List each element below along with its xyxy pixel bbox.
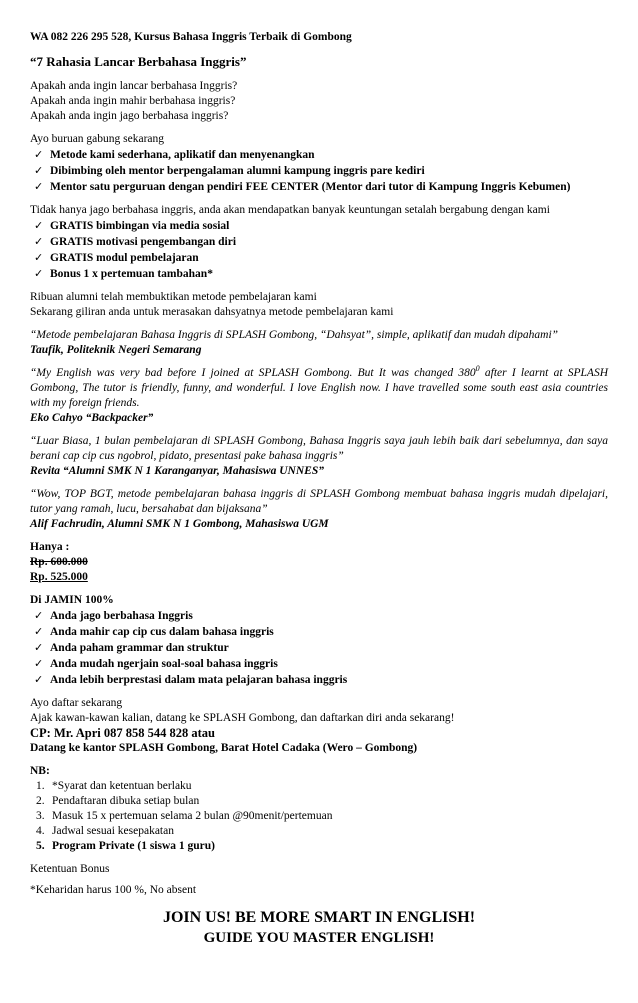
- list-item: ✓ Anda mahir cap cip cus dalam bahasa inggris: [34, 625, 274, 638]
- checkmark-icon: ✓: [34, 267, 44, 280]
- testimonial-quote: “Metode pembelajaran Bahasa Inggris di SPLASH Gombong, “Dahsyat”, simple, aplikatif dan mudah dipahami”: [30, 329, 559, 341]
- alumni-line: Sekarang giliran anda untuk merasakan dahsyatnya metode pembelajaran kami: [30, 306, 394, 318]
- benefits-list: [30, 218, 608, 282]
- guarantee-title: Di JAMIN 100%: [30, 594, 114, 606]
- list-item: ✓ Anda mudah ngerjain soal-soal bahasa inggris: [34, 657, 278, 670]
- checkmark-icon: ✓: [34, 609, 44, 622]
- header-contact: WA 082 226 295 528, Kursus Bahasa Inggris Terbaik di Gombong: [30, 31, 352, 43]
- nb-list: [30, 779, 608, 854]
- checkmark-icon: ✓: [34, 251, 44, 264]
- testimonial-quote: “Wow, TOP BGT, metode pembelajaran bahasa inggris di SPLASH Gombong membuat bahasa inggris mudah dipelajari, tutor yang ramah, lucu, bersahabat dan bijaksana”: [30, 488, 608, 515]
- old-price: Rp. 600.000: [30, 556, 88, 568]
- list-item: ✓ Mentor satu perguruan dengan pendiri FEE CENTER (Mentor dari tutor di Kampung Inggris Kebumen): [34, 180, 571, 193]
- guarantee-list: [30, 608, 608, 688]
- list-item: ✓ Dibimbing oleh mentor berpengalaman alumni kampung inggris pare kediri: [34, 164, 425, 177]
- nb-title: NB:: [30, 765, 50, 777]
- price-block: [30, 540, 608, 585]
- questions-block: [30, 79, 608, 124]
- list-item: ✓ Metode kami sederhana, aplikatif dan menyenangkan: [34, 148, 315, 161]
- join-intro: Ayo buruan gabung sekarang: [30, 133, 165, 145]
- list-item: ✓ Bonus 1 x pertemuan tambahan*: [34, 267, 213, 280]
- testimonial-author: Revita “Alumni SMK N 1 Karanganyar, Mahasiswa UNNES”: [30, 465, 324, 477]
- contact-person: CP: Mr. Apri 087 858 544 828 atau: [30, 726, 215, 740]
- checkmark-icon: ✓: [34, 164, 44, 177]
- testimonial-author: Eko Cahyo “Backpacker”: [30, 412, 154, 424]
- checkmark-icon: ✓: [34, 673, 44, 686]
- list-item: ✓ Anda paham grammar dan struktur: [34, 641, 229, 654]
- checkmark-icon: ✓: [34, 625, 44, 638]
- question-line: Apakah anda ingin lancar berbahasa Inggris?: [30, 80, 238, 92]
- question-line: Apakah anda ingin mahir berbahasa inggris?: [30, 95, 236, 107]
- list-item: 4. Jadwal sesuai kesepakatan: [36, 825, 174, 837]
- bonus-title: Ketentuan Bonus: [30, 863, 110, 875]
- office-location: Datang ke kantor SPLASH Gombong, Barat Hotel Cadaka (Wero – Gombong): [30, 742, 418, 754]
- testimonial-author: Alif Fachrudin, Alumni SMK N 1 Gombong, Mahasiswa UGM: [30, 518, 329, 530]
- list-item: ✓ GRATIS modul pembelajaran: [34, 251, 199, 264]
- footer-slogan: JOIN US! BE MORE SMART IN ENGLISH!: [162, 909, 476, 926]
- checkmark-icon: ✓: [34, 657, 44, 670]
- join-list: [30, 147, 608, 195]
- benefits-intro: Tidak hanya jago berbahasa inggris, anda akan mendapatkan banyak keuntungan setalah bergabung dengan kami: [30, 204, 550, 216]
- checkmark-icon: ✓: [34, 148, 44, 161]
- checkmark-icon: ✓: [34, 235, 44, 248]
- testimonial: [30, 487, 608, 532]
- testimonial: [30, 366, 608, 426]
- list-item: ✓ GRATIS bimbingan via media sosial: [34, 219, 230, 232]
- list-item: 1. *Syarat dan ketentuan berlaku: [36, 780, 192, 792]
- list-item: ✓ GRATIS motivasi pengembangan diri: [34, 235, 237, 248]
- register-block: [30, 696, 608, 756]
- testimonial: [30, 328, 608, 358]
- register-line: Ayo daftar sekarang: [30, 697, 123, 709]
- price-label: Hanya :: [30, 541, 70, 553]
- document-title: “7 Rahasia Lancar Berbahasa Inggris”: [30, 54, 247, 69]
- register-line: Ajak kawan-kawan kalian, datang ke SPLASH Gombong, dan daftarkan diri anda sekarang!: [30, 712, 455, 724]
- checkmark-icon: ✓: [34, 641, 44, 654]
- list-item: 2. Pendaftaran dibuka setiap bulan: [36, 795, 200, 807]
- list-item: 5. Program Private (1 siswa 1 guru): [36, 840, 215, 852]
- alumni-line: Ribuan alumni telah membuktikan metode pembelajaran kami: [30, 291, 317, 303]
- question-line: Apakah anda ingin jago berbahasa inggris?: [30, 110, 229, 122]
- bonus-text: *Keharidan harus 100 %, No absent: [30, 884, 197, 896]
- list-item: 3. Masuk 15 x pertemuan selama 2 bulan @90menit/pertemuan: [36, 810, 333, 822]
- testimonial-quote: “My English was very bad before I joined at SPLASH Gombong. But It was changed $380^0$ after I learnt at SPLASH Gombong, The tutor is friendly, funny, and wonderful. I love English now. I have travelled some south east asia countries with my foreign friends.: [30, 364, 608, 409]
- footer-tagline: GUIDE YOU MASTER ENGLISH!: [203, 930, 435, 946]
- testimonial: [30, 434, 608, 479]
- checkmark-icon: ✓: [34, 180, 44, 193]
- list-item: ✓ Anda jago berbahasa Inggris: [34, 609, 193, 622]
- testimonial-quote: “Luar Biasa, 1 bulan pembelajaran di SPLASH Gombong, Bahasa Inggris saya jauh lebih baik dari sebelumnya, dan saya berani cap cip cus ngobrol, pidato, presentasi pake bahasa inggris”: [30, 435, 608, 462]
- testimonial-author: Taufik, Politeknik Negeri Semarang: [30, 344, 202, 356]
- list-item: ✓ Anda lebih berprestasi dalam mata pelajaran bahasa inggris: [34, 673, 348, 686]
- checkmark-icon: ✓: [34, 219, 44, 232]
- new-price: Rp. 525.000: [30, 571, 88, 583]
